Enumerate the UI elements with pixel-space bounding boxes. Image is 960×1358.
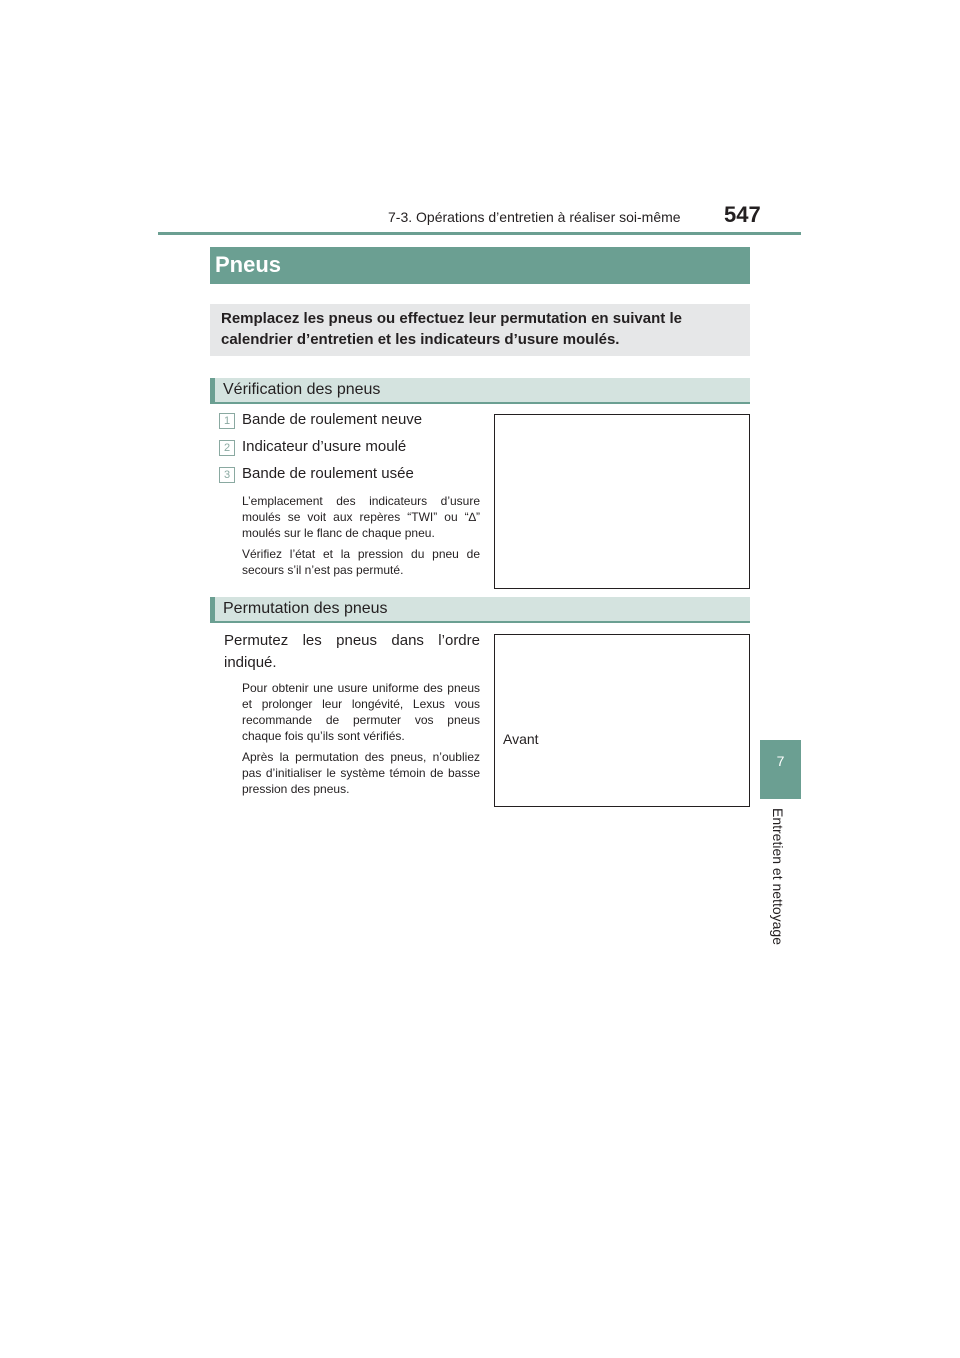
section-heading-rotation: Permutation des pneus	[223, 600, 388, 617]
intro-text: Remplacez les pneus ou effectuez leur permutation en suivant le calendrier d’entretien et les indicateurs d’usure moulés.	[221, 310, 682, 348]
rotation-figure	[494, 634, 750, 807]
list-item-label: Bande de roulement usée	[242, 465, 414, 482]
page-title: Pneus	[215, 252, 282, 277]
page-number: 547	[724, 202, 761, 227]
callout-2-icon: 2	[219, 440, 235, 456]
header-rule	[158, 232, 801, 235]
list-item-label: Indicateur d’usure moulé	[242, 438, 407, 455]
rotation-instruction: Permutez les pneus dans l’ordre indiqué.	[224, 632, 480, 671]
chapter-label: Entretien et nettoyage	[770, 808, 786, 945]
section-heading-check: Vérification des pneus	[223, 381, 381, 398]
title-bar	[210, 247, 750, 284]
note-text: L’emplacement des indicateurs d’usure moulés se voit aux repères “TWI” ou “∆” moulés sur le flanc de chaque pneu.	[242, 494, 480, 540]
figure-label-front: Avant	[503, 731, 539, 747]
callout-1-icon: 1	[219, 413, 235, 429]
chapter-number: 7	[776, 753, 785, 769]
chapter-tab	[760, 740, 801, 799]
tire-tread-figure	[494, 414, 750, 589]
note-text: Vérifiez l’état et la pression du pneu de secours s’il n’est pas permuté.	[242, 547, 480, 577]
running-header-section: 7-3. Opérations d’entretien à réaliser soi-même	[388, 209, 681, 225]
note-text: Pour obtenir une usure uniforme des pneus et prolonger leur longévité, Lexus vous recommande de permuter vos pneus chaque fois qu’ils sont vérifiés.	[242, 681, 480, 743]
list-item-label: Bande de roulement neuve	[242, 411, 423, 428]
note-text: Après la permutation des pneus, n’oubliez pas d’initialiser le système témoin de basse pression des pneus.	[242, 750, 480, 796]
callout-3-icon: 3	[219, 467, 235, 483]
